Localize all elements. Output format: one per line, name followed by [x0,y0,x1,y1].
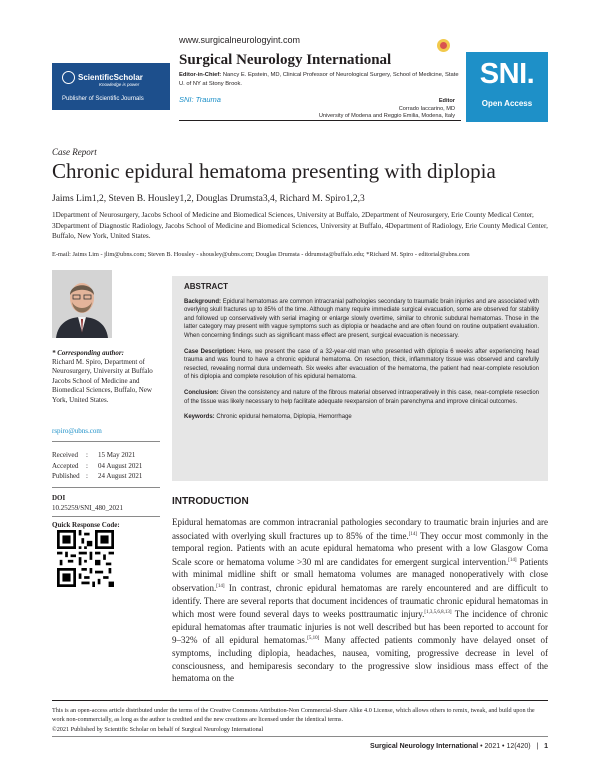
sidebar-divider [52,441,160,442]
footer-divider [52,736,548,737]
editor-label: Editor [438,98,455,104]
author-photo [52,270,112,338]
citation-ref[interactable]: [5,10] [307,636,320,642]
copyright-statement: ©2021 Published by Scientific Scholar on behalf of Surgical Neurology International [52,726,264,733]
sni-badge-text: SNI. [479,58,535,90]
sidebar-divider [52,487,160,488]
qr-code-icon[interactable] [57,530,114,587]
footer-divider [52,700,548,701]
introduction-text [172,516,548,685]
date-label: Accepted [52,461,79,470]
abstract-keywords-text: Chronic epidural hematoma, Diplopia, Hemorrhage [216,414,352,421]
abstract-background-label: Background: [184,298,222,305]
editor-in-chief [179,71,461,88]
publisher-name: ScientificScholar [78,73,143,82]
intro-sentence: Epidural hematomas are common intracranial pathologies secondary to traumatic brain injuries and are associated with overlying skull fractures up to 85% of the time. [172,517,548,541]
publisher-logo [52,63,170,110]
author-emails: E-mail: Jaims Lim - jlim@ubns.com; Steven B. Housley - shousley@ubns.com; Douglas Drumsta - ddrumsta@buffalo.edu; *Richard M. Spiro - editorial@ubns.com [52,251,470,258]
author-list: Jaims Lim1,2, Steven B. Housley1,2, Douglas Drumsta3,4, Richard M. Spiro1,2,3 [52,194,365,204]
qr-label: Quick Response Code: [52,521,120,529]
publisher-subtitle: Publisher of Scientific Journals [62,96,144,102]
abstract-keywords [184,413,539,422]
publisher-tagline: Knowledge is power [99,82,140,87]
intro-sentence: They occur most commonly in the temporal region. Patients with an acute epidural hematoma who present with a low Glasgow Coma Scale score or hematoma volume >30 ml are candidates for emergent surgical intervention. [172,530,549,567]
intro-sentence: In contrast, chronic epidural hematomas are rarely encountered and are difficult to identify. There are several reports that document incidences of traumatic chronic epidural hematomas in which most were found several days to weeks posttraumatic injury. [172,582,548,620]
date-published: Published : 24 August 2021 [52,472,143,481]
corresponding-email[interactable]: rspiro@ubns.com [52,427,102,435]
doi-value[interactable]: 10.25259/SNI_480_2021 [52,504,123,512]
abstract-keywords-label: Keywords: [184,414,215,421]
abstract-background [184,298,539,341]
citation-ref[interactable]: [14] [216,583,225,589]
page-number: 1 [544,743,548,750]
intro-sentence: Patients with minimal midline shift or small hematoma volumes are managed nonoperatively with close observation. [172,556,548,593]
citation-ref[interactable]: [14] [408,531,418,537]
publication-dates [52,450,142,482]
abstract-case-label: Case Description: [184,348,236,355]
abstract-conclusion-label: Conclusion: [184,389,219,396]
journal-subsection: SNI: Trauma [179,95,221,104]
abstract-heading: ABSTRACT [184,282,228,291]
affiliations: 1Department of Neurosurgery, Jacobs School of Medicine and Biomedical Sciences, University at Buffalo, 2Department of Neurosurgery, Erie County Medical Center, 3Department of Diagnostic Radiology, Jacobs School of Medicine and Biomedical Sciences, University at Buffalo, 4Department of Radiology, Erie County Medical Center, Buffalo, New York, United States. [52,211,548,241]
journal-url[interactable]: www.surgicalneurologyint.com [179,35,301,45]
editor-name: Corrado Iaccarino, MD [398,105,455,112]
footer-journal: Surgical Neurology International [370,743,479,750]
abstract-background-text: Epidural hematomas are common intracranial pathologies secondary to traumatic brain injuries and are associated with overlying skull fractures up to 85% of the time. Although many require immediate surgical evacuation, some are observed for stability and followed up conservatively with serial imaging or enlarge slowly overtime, similar to chronic subdural hematomas. Those in the latter category may present with vague symptoms such as diplopia or headache and are often found on routine outpatient evaluation. When concerning findings such as significant mass effect are present, surgical evacuation is necessary. [184,298,539,339]
date-label: Received [52,451,79,459]
date-value: 24 August 2021 [98,472,143,481]
abstract-case [184,348,539,382]
abstract-box [172,276,548,481]
sidebar-divider [52,516,160,517]
intro-sentence: Many affected patients commonly have delayed onset of symptoms, including diplopia, headaches, nausea, vomiting, progressive decrease in level of consciousness, and hemiparesis secondary to the progressive slow insidious mass effect of the hematoma on the [172,635,549,684]
corresponding-label: * Corresponding author: [52,349,124,357]
citation-ref[interactable]: [1,3,5,6,8,13] [424,610,452,616]
footer-citation: • 2021 • 12(420) [478,743,531,750]
article-title: Chronic epidural hematoma presenting with diplopia [52,159,496,183]
sni-badge-access: Open Access [481,99,533,108]
editor-affiliation: University of Modena and Reggio Emilia, Modena, Italy [318,113,455,120]
doi-label: DOI [52,494,66,502]
date-value: 04 August 2021 [98,461,143,470]
header-divider [179,120,461,121]
introduction-heading: INTRODUCTION [172,496,249,507]
date-received: Received : 15 May 2021 [52,451,136,459]
abstract-case-text: Here, we present the case of a 32-year-old man who presented with diplopia 6 weeks after experiencing head trauma and was found to have a chronic epidural hematoma. On resection, thick, inflammatory tissue was observed and carefully resected, revealing normal dura underneath. Six weeks after evacuation of the hematoma, the patient had near-complete resolution of his diplopia and complete resolution of his epidural hematoma. [184,348,540,381]
citation-ref[interactable]: [14] [508,557,517,563]
date-value: 15 May 2021 [98,451,136,459]
journal-title: Surgical Neurology International [179,52,392,68]
page-footer: Surgical Neurology International • 2021 • 12(420) | 1 [370,743,548,750]
corresponding-address: Richard M. Spiro, Department of Neurosurgery, University at Buffalo Jacobs School of Medicine and Biomedical Sciences, Buffalo, New York, United States. [52,358,153,404]
intro-sentence: The incidence of chronic epidural hematomas after traumatic injuries is not well described but has been reported to account for 9–32% of all epidural hematomas. [172,609,549,646]
globe-icon [62,71,75,84]
abstract-conclusion-text: Given the consistency and nature of the fibrous material observed intraoperatively in this case, near-complete resection of the tissue was likely necessary to help facilitate adequate reexpansion of brain parenchyma and improve clinical outcomes. [184,389,540,405]
open-access-icon [437,39,450,52]
article-type: Case Report [52,147,97,157]
license-statement: This is an open-access article distributed under the terms of the Creative Commons Attribution-Non Commercial-Share Alike 4.0 License, which allows others to remix, tweak, and build upon the work non-commercially, as long as the author is credited and the new creations are licensed under the identical terms. [52,707,535,723]
abstract-conclusion [184,389,539,406]
editor-in-chief-label: Editor-in-Chief: [179,72,222,78]
editor-in-chief-text: Nancy E. Epstein, MD, Clinical Professor of Neurological Surgery, School of Medicine, State U. of NY at Stony Brook. [179,72,459,87]
date-label: Published [52,472,80,481]
section-editor [300,98,455,121]
date-accepted: Accepted : 04 August 2021 [52,461,143,470]
sni-badge [466,52,548,122]
